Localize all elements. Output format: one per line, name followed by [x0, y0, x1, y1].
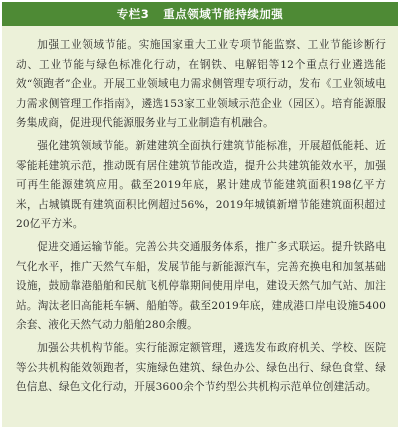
- paragraph-transport: 促进交通运输节能。完善公共交通服务体系，推广多式联运。提升铁路电气化水平，推广天然气车船，发展节能与新能源汽车，完善充换电和加氢基础设施，鼓励靠港船舶和民航飞机停靠期间使用岸电，建设天然气加气站、加注站。淘汰老旧高能耗车辆、船舶等。截至2019年底，建成港口岸电设施5400余套、液化天然气动力船舶280余艘。: [16, 240, 386, 332]
- paragraph-buildings: 强化建筑领域节能。新建建筑全面执行建筑节能标准，开展超低能耗、近零能耗建筑示范，推动既有居住建筑节能改造，提升公共建筑能效水平，加强可再生能源建筑应用。截至2019年底，累计建成节能建筑面积198亿平方米，占城镇既有建筑面积比例超过56%，2019年城镇新增节能建筑面积超过20亿平方米。: [16, 139, 386, 231]
- feature-box-body: [2, 26, 398, 398]
- feature-box-heading: [2, 2, 398, 26]
- feature-box-header: [2, 2, 398, 26]
- paragraph-industry: 加强工业领域节能。实施国家重大工业专项节能监察、工业节能诊断行动、工业节能与绿色标准化行动，在钢铁、电解铝等12个重点行业遴选能效“领跑者”企业。开展工业领域电力需求侧管理专项行动，发布《工业领域电力需求侧管理工作指南》，遴选153家工业领域示范企业（园区）。培育能源服务集成商，促进现代能源服务业与工业制造有机融合。: [16, 39, 386, 130]
- feature-box: [2, 2, 398, 427]
- feature-box-label: 专栏3: [116, 7, 150, 21]
- feature-box-title: 重点领域节能持续加强: [163, 7, 284, 21]
- paragraph-public-institutions: 加强公共机构节能。实行能源定额管理，遴选发布政府机关、学校、医院等公共机构能效领跑者，实施绿色建筑、绿色办公、绿色出行、绿色食堂、绿色信息、绿色文化行动，开展3600余个节约型公共机构示范单位创建活动。: [16, 341, 386, 394]
